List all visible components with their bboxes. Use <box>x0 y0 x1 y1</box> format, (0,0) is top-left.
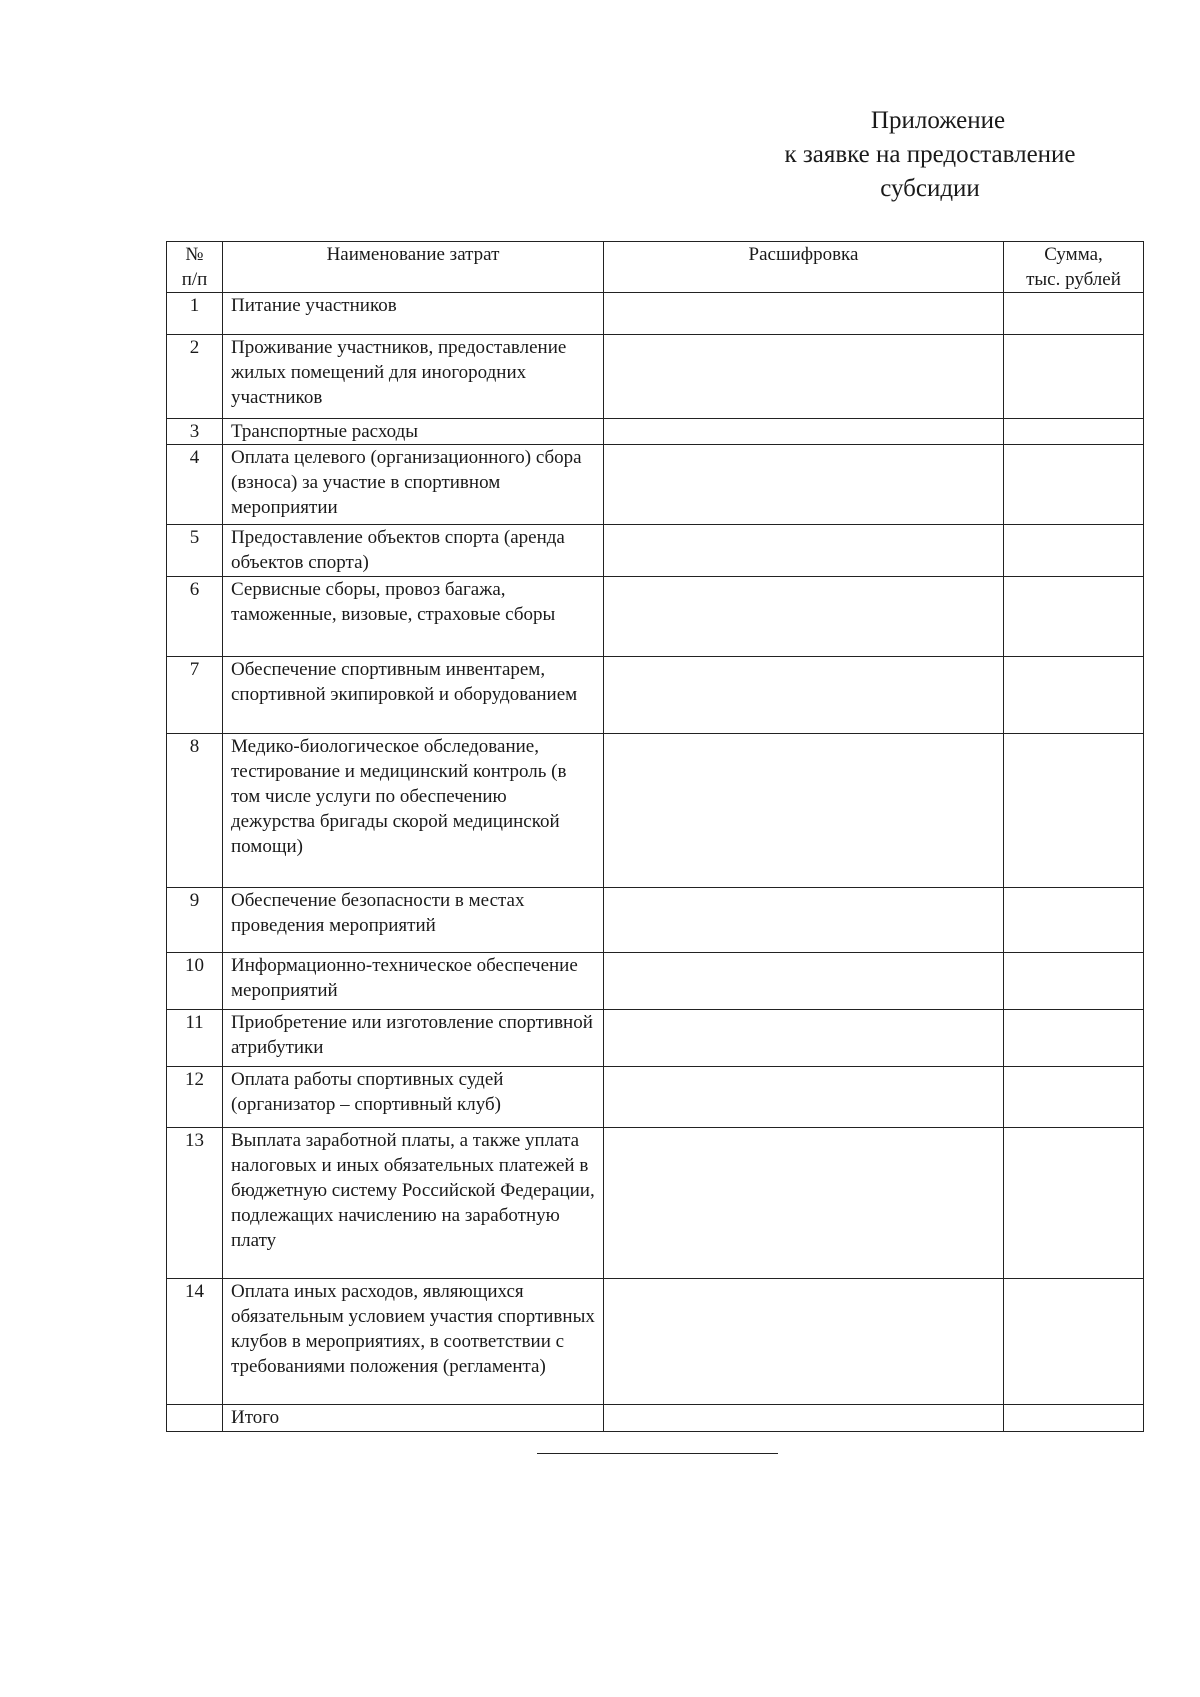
column-header-name: Наименование затрат <box>223 242 604 293</box>
sum-cell <box>1004 953 1144 1010</box>
table-body <box>167 293 1144 1432</box>
details-cell <box>604 525 1004 577</box>
row-number: 11 <box>167 1010 223 1067</box>
table-row <box>167 1128 1144 1279</box>
cost-name: Сервисные сборы, провоз багажа, таможенные, визовые, страховые сборы <box>223 577 604 657</box>
total-details-cell <box>604 1405 1004 1432</box>
cost-name: Питание участников <box>223 293 604 335</box>
table-row <box>167 657 1144 734</box>
details-cell <box>604 1067 1004 1128</box>
column-header-number: № п/п <box>167 242 223 293</box>
column-header-sum: Сумма, тыс. рублей <box>1004 242 1144 293</box>
sum-cell <box>1004 1279 1144 1405</box>
total-row <box>167 1405 1144 1432</box>
cost-name: Оплата иных расходов, являющихся обязательным условием участия спортивных клубов в мероприятиях, в соответствии с требованиями положения (регламента) <box>223 1279 604 1405</box>
total-sum-cell <box>1004 1405 1144 1432</box>
appendix-header <box>720 104 1140 206</box>
sum-cell <box>1004 335 1144 419</box>
details-cell <box>604 1128 1004 1279</box>
table-row <box>167 525 1144 577</box>
table-row <box>167 1279 1144 1405</box>
row-number: 1 <box>167 293 223 335</box>
costs-table <box>166 241 1144 1432</box>
table-row <box>167 888 1144 953</box>
details-cell <box>604 577 1004 657</box>
column-header-details: Расшифровка <box>604 242 1004 293</box>
sum-cell <box>1004 525 1144 577</box>
sum-cell <box>1004 657 1144 734</box>
cost-name: Оплата целевого (организационного) сбора (взноса) за участие в спортивном мероприятии <box>223 445 604 525</box>
sum-cell <box>1004 577 1144 657</box>
cost-name: Транспортные расходы <box>223 419 604 445</box>
details-cell <box>604 335 1004 419</box>
row-number: 6 <box>167 577 223 657</box>
cost-name: Обеспечение безопасности в местах проведения мероприятий <box>223 888 604 953</box>
details-cell <box>604 419 1004 445</box>
sum-cell <box>1004 1010 1144 1067</box>
cost-name: Оплата работы спортивных судей (организатор – спортивный клуб) <box>223 1067 604 1128</box>
cost-name: Предоставление объектов спорта (аренда объектов спорта) <box>223 525 604 577</box>
sum-cell <box>1004 1128 1144 1279</box>
details-cell <box>604 953 1004 1010</box>
cost-name: Проживание участников, предоставление жилых помещений для иногородних участников <box>223 335 604 419</box>
end-divider <box>537 1453 778 1454</box>
total-label: Итого <box>223 1405 604 1432</box>
table-row <box>167 734 1144 888</box>
details-cell <box>604 1279 1004 1405</box>
details-cell <box>604 888 1004 953</box>
table-row <box>167 293 1144 335</box>
sum-cell <box>1004 888 1144 953</box>
table-row <box>167 335 1144 419</box>
table-header-row <box>167 242 1144 293</box>
table-row <box>167 1010 1144 1067</box>
row-number: 4 <box>167 445 223 525</box>
sum-cell <box>1004 419 1144 445</box>
row-number: 10 <box>167 953 223 1010</box>
sum-cell <box>1004 1067 1144 1128</box>
details-cell <box>604 734 1004 888</box>
appendix-subtitle-line1: к заявке на предоставление <box>784 141 1076 168</box>
row-number: 7 <box>167 657 223 734</box>
table-row <box>167 577 1144 657</box>
table-row <box>167 1067 1144 1128</box>
sum-cell <box>1004 734 1144 888</box>
details-cell <box>604 445 1004 525</box>
row-number: 5 <box>167 525 223 577</box>
table-row <box>167 953 1144 1010</box>
details-cell <box>604 1010 1004 1067</box>
cost-name: Информационно-техническое обеспечение мероприятий <box>223 953 604 1010</box>
table-row <box>167 419 1144 445</box>
sum-cell <box>1004 445 1144 525</box>
row-number: 2 <box>167 335 223 419</box>
sum-cell <box>1004 293 1144 335</box>
table-row <box>167 445 1144 525</box>
row-number: 13 <box>167 1128 223 1279</box>
cost-name: Обеспечение спортивным инвентарем, спортивной экипировкой и оборудованием <box>223 657 604 734</box>
row-number: 14 <box>167 1279 223 1405</box>
total-number-cell <box>167 1405 223 1432</box>
cost-name: Приобретение или изготовление спортивной атрибутики <box>223 1010 604 1067</box>
row-number: 8 <box>167 734 223 888</box>
row-number: 9 <box>167 888 223 953</box>
cost-name: Выплата заработной платы, а также уплата налоговых и иных обязательных платежей в бюджетную систему Российской Федерации, подлежащих начислению на заработную плату <box>223 1128 604 1279</box>
appendix-title: Приложение <box>870 107 1006 134</box>
appendix-subtitle-line2: субсидии <box>880 175 980 202</box>
cost-name: Медико-биологическое обследование, тестирование и медицинский контроль (в том числе услуги по обеспечению дежурства бригады скорой медицинской помощи) <box>223 734 604 888</box>
details-cell <box>604 293 1004 335</box>
row-number: 3 <box>167 419 223 445</box>
row-number: 12 <box>167 1067 223 1128</box>
details-cell <box>604 657 1004 734</box>
